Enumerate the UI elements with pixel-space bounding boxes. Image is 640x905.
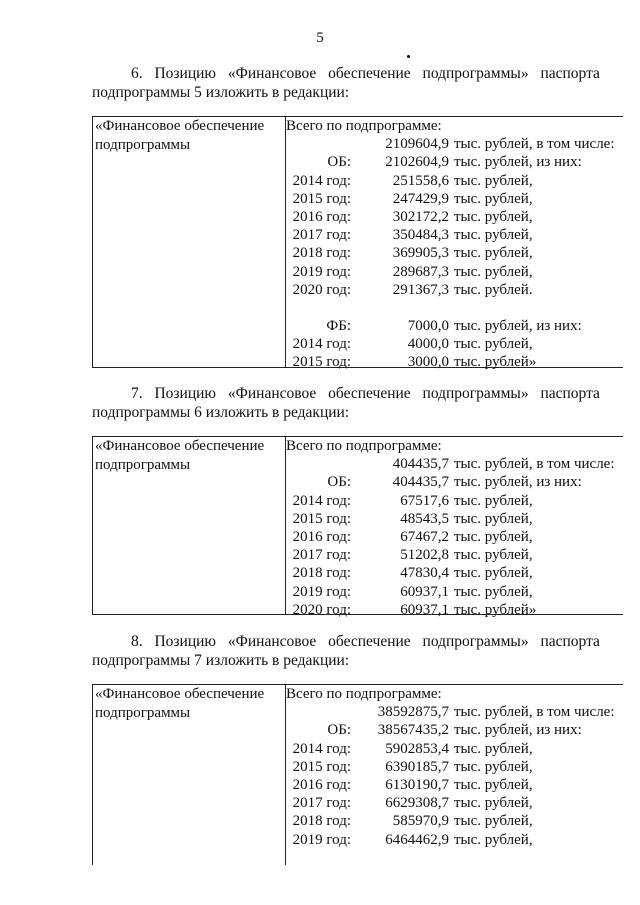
value-row [286,208,623,226]
row-label: 2014 год: [292,740,351,757]
table-label-cell [93,685,286,865]
table-label-cell [93,437,286,615]
value-row [286,776,623,794]
value-row [286,703,623,721]
financing-table-7 [92,436,623,618]
values-rows [286,455,623,619]
row-value: 585970,9 [392,813,449,830]
row-value: 291367,3 [392,281,449,298]
row-label: 2015 год: [292,190,351,207]
row-label: ОБ: [327,474,351,491]
row-unit: тыс. рублей, [454,227,533,244]
table-values-cell [286,437,623,619]
word: «Финансовое [227,633,317,650]
word: подпрограммы» [422,65,529,82]
table-values-cell [286,685,623,849]
value-row [286,353,623,371]
row-unit: тыс. рублей, [454,758,533,775]
label-line-1: «Финансовое обеспечение [95,118,265,134]
row-value: 38592875,7 [377,704,449,721]
row-label: 2018 год: [292,565,351,582]
row-label: 2014 год: [292,336,351,353]
row-label: 2014 год: [292,172,351,189]
word: Позицию [154,385,217,402]
row-value: 369905,3 [392,245,449,262]
row-unit: тыс. рублей, [454,492,533,509]
value-row [286,190,623,208]
row-value: 47830,4 [400,565,449,582]
row-unit: тыс. рублей, в том числе: [454,704,615,721]
row-value: 67517,6 [400,492,449,509]
row-value: 6629308,7 [385,795,449,812]
row-label: 2019 год: [292,263,351,280]
row-unit: тыс. рублей, [454,172,533,189]
label-line-2: подпрограммы [95,457,191,473]
section-paragraph-8 [92,632,600,670]
row-value: 7000,0 [407,318,449,335]
row-unit: тыс. рублей, [454,547,533,564]
row-unit: тыс. рублей, [454,813,533,830]
row-unit: тыс. рублей, [454,510,533,527]
word: Позицию [154,633,217,650]
row-value: 251558,6 [392,172,449,189]
row-unit: тыс. рублей, [454,336,533,353]
table-bottom-border [93,367,623,368]
row-value: 51202,8 [400,547,449,564]
row-label: 2014 год: [292,492,351,509]
value-row [286,528,623,546]
row-label: ОБ: [327,722,351,739]
value-row [286,455,623,473]
row-unit: тыс. рублей» [454,601,537,618]
row-label: 2019 год: [292,831,351,848]
label-line-1: «Финансовое обеспечение [95,686,265,702]
value-row [286,263,623,281]
row-value: 289687,3 [392,263,449,280]
values-header: Всего по подпрограмме: [286,438,442,454]
row-unit: тыс. рублей, [454,776,533,793]
values-header: Всего по подпрограмме: [286,686,442,702]
value-row [286,492,623,510]
row-unit: тыс. рублей, [454,831,533,848]
value-row [286,135,623,153]
row-label: ФБ: [326,318,351,335]
word: паспорта [540,65,600,82]
section-paragraph-7 [92,384,600,422]
word: «Финансовое [227,65,317,82]
value-row [286,299,623,317]
values-header: Всего по подпрограмме: [286,118,442,134]
row-value: 350484,3 [392,227,449,244]
value-row [286,244,623,262]
row-value: 247429,9 [392,190,449,207]
row-value: 6390185,7 [385,758,449,775]
row-label: 2017 год: [292,795,351,812]
row-unit: тыс. рублей, в том числе: [454,456,615,473]
row-value: 2102604,9 [385,154,449,171]
row-value: 6130190,7 [385,776,449,793]
paragraph-line-1 [92,64,600,83]
stray-dot-mark [407,55,410,58]
row-unit: тыс. рублей» [454,354,537,371]
value-row [286,721,623,739]
row-label: 2018 год: [292,813,351,830]
word: 7. [131,385,143,402]
paragraph-line-1 [92,632,600,651]
row-label: 2020 год: [292,601,351,618]
row-unit: тыс. рублей, [454,795,533,812]
row-unit: тыс. рублей, в том числе: [454,136,615,153]
row-unit: тыс. рублей. [454,281,533,298]
value-row [286,794,623,812]
values-rows [286,135,623,371]
row-label: 2016 год: [292,776,351,793]
row-unit: тыс. рублей, из них: [454,154,582,171]
row-unit: тыс. рублей, [454,208,533,225]
row-unit: тыс. рублей, [454,528,533,545]
row-value: 2109604,9 [385,136,449,153]
value-row [286,601,623,619]
row-unit: тыс. рублей, [454,190,533,207]
value-row [286,281,623,299]
value-row [286,317,623,335]
label-line-2: подпрограммы [95,705,191,721]
value-row [286,473,623,491]
page-number: 5 [316,30,324,46]
row-label: 2017 год: [292,547,351,564]
label-line-1: «Финансовое обеспечение [95,438,265,454]
row-unit: тыс. рублей, [454,565,533,582]
word: обеспечение [328,385,411,402]
value-row [286,153,623,171]
paragraph-line-1 [92,384,600,403]
row-unit: тыс. рублей, [454,583,533,600]
row-value: 3000,0 [407,354,449,371]
row-value: 5902853,4 [385,740,449,757]
row-label: 2015 год: [292,758,351,775]
value-row [286,226,623,244]
value-row [286,546,623,564]
value-row [286,831,623,849]
word: паспорта [540,633,600,650]
row-value: 48543,5 [400,510,449,527]
row-value: 67467,2 [400,528,449,545]
row-unit: тыс. рублей, из них: [454,474,582,491]
row-unit: тыс. рублей, из них: [454,722,582,739]
row-value: 404435,7 [392,456,449,473]
row-label: 2016 год: [292,208,351,225]
row-label: 2020 год: [292,281,351,298]
value-row [286,510,623,528]
table-label-cell [93,117,286,368]
paragraph-line-2: подпрограммы 7 изложить в редакции: [92,652,350,669]
row-value: 302172,2 [392,208,449,225]
value-row [286,758,623,776]
financing-table-6 [92,116,623,371]
word: Позицию [154,65,217,82]
row-value: 38567435,2 [377,722,449,739]
table-values-cell [286,117,623,372]
row-unit: тыс. рублей, [454,740,533,757]
values-rows [286,703,623,849]
value-row [286,564,623,582]
value-row [286,812,623,830]
row-unit: тыс. рублей, [454,245,533,262]
row-label: ОБ: [327,154,351,171]
word: обеспечение [328,633,411,650]
row-unit: тыс. рублей, [454,263,533,280]
paragraph-line-2: подпрограммы 6 изложить в редакции: [92,404,350,421]
row-value: 60937,1 [400,601,449,618]
row-value: 6464462,9 [385,831,449,848]
word: 6. [131,65,143,82]
row-label: 2015 год: [292,510,351,527]
word: паспорта [540,385,600,402]
row-label: 2016 год: [292,528,351,545]
row-value: 60937,1 [400,583,449,600]
value-row [286,740,623,758]
row-label: 2015 год: [292,354,351,371]
value-row [286,583,623,601]
financing-table-8 [92,684,623,865]
label-line-2: подпрограммы [95,137,191,153]
value-row [286,172,623,190]
row-label: 2017 год: [292,227,351,244]
word: 8. [131,633,143,650]
row-value: 404435,7 [392,474,449,491]
word: подпрограммы» [422,385,529,402]
word: «Финансовое [227,385,317,402]
row-value: 4000,0 [407,336,449,353]
row-unit: тыс. рублей, из них: [454,318,582,335]
row-label: 2019 год: [292,583,351,600]
value-row [286,335,623,353]
row-label: 2018 год: [292,245,351,262]
paragraph-line-2: подпрограммы 5 изложить в редакции: [92,84,350,101]
word: обеспечение [328,65,411,82]
section-paragraph-6 [92,64,600,102]
word: подпрограммы» [422,633,529,650]
table-bottom-border [93,614,623,615]
